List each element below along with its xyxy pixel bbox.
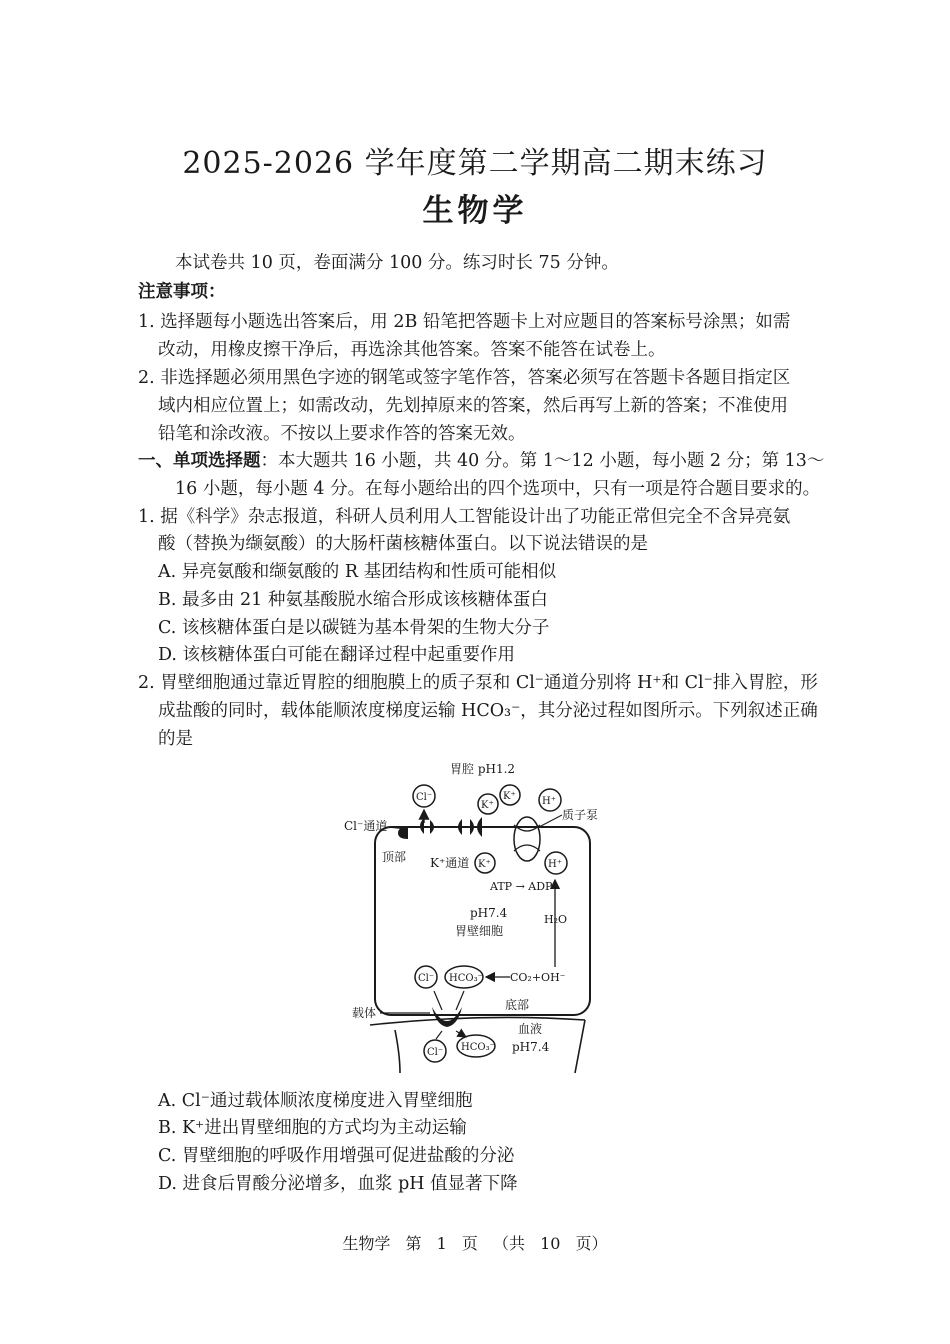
q2-option-a: A. Cl⁻通过载体顺浓度梯度进入胃壁细胞 bbox=[158, 1091, 473, 1111]
k-channel-label: K⁺通道 bbox=[430, 856, 470, 870]
section-desc-cont: 16 小题，每小题 4 分。在每小题给出的四个选项中，只有一项是符合题目要求的。 bbox=[175, 479, 821, 499]
exam-title: 2025-2026 学年度第二学期高二期末练习 bbox=[182, 146, 768, 181]
basal-label: 底部 bbox=[505, 998, 530, 1012]
proton-pump-label: 质子泵 bbox=[562, 808, 599, 822]
carrier-label: 载体 bbox=[352, 1006, 377, 1020]
proton-pump bbox=[514, 817, 540, 861]
notice-item-2-cont: 域内相应位置上；如需改动，先划掉原来的答案，然后再写上新的答案；不准使用 bbox=[158, 396, 788, 416]
q2-option-c: C. 胃壁细胞的呼吸作用增强可促进盐酸的分泌 bbox=[158, 1146, 515, 1166]
q2-option-b: B. K⁺进出胃壁细胞的方式均为主动运输 bbox=[158, 1118, 467, 1138]
q2-option-d: D. 进食后胃酸分泌增多，血浆 pH 值显著下降 bbox=[158, 1174, 518, 1194]
blood-ph-label: pH7.4 bbox=[512, 1040, 550, 1054]
co2-oh-label: CO₂+OH⁻ bbox=[510, 971, 566, 984]
blood-label: 血液 bbox=[518, 1022, 543, 1036]
q1-option-b: B. 最多由 21 种氨基酸脱水缩合形成该核糖体蛋白 bbox=[158, 590, 548, 610]
section-title: 一、单项选择题 bbox=[138, 451, 261, 471]
q1-stem-cont: 酸（替换为缬氨酸）的大肠杆菌核糖体蛋白。以下说法错误的是 bbox=[158, 534, 648, 554]
q2-stem: 2. 胃壁细胞通过靠近胃腔的细胞膜上的质子泵和 Cl⁻通道分别将 H⁺和 Cl⁻排入胃腔，形 bbox=[138, 673, 818, 693]
notice-heading: 注意事项： bbox=[138, 282, 226, 302]
cell-name-label: 胃壁细胞 bbox=[455, 924, 504, 938]
lumen-label: 胃腔 pH1.2 bbox=[450, 762, 516, 776]
q1-stem: 1. 据《科学》杂志报道，科研人员利用人工智能设计出了功能正常但完全不含异亮氨 bbox=[138, 507, 791, 527]
notice-item-2: 2. 非选择题必须用黑色字迹的钢笔或签字笔作答，答案必须写在答题卡各题目指定区 bbox=[138, 368, 791, 388]
q1-option-d: D. 该核糖体蛋白可能在翻译过程中起重要作用 bbox=[158, 645, 516, 665]
atp-adp-label: ATP → ADP bbox=[490, 880, 553, 893]
q1-option-a: A. 异亮氨酸和缬氨酸的 R 基团结构和性质可能相似 bbox=[158, 562, 557, 582]
q1-option-c: C. 该核糖体蛋白是以碳链为基本骨架的生物大分子 bbox=[158, 618, 550, 638]
apical-label: 顶部 bbox=[382, 850, 407, 864]
cell-ph-label: pH7.4 bbox=[470, 906, 508, 920]
parietal-cell-diagram bbox=[330, 755, 630, 1075]
notice-item-1-cont: 改动，用橡皮擦干净后，再选涂其他答案。答案不能答在试卷上。 bbox=[158, 340, 666, 360]
carrier-protein bbox=[432, 1007, 462, 1027]
svg-text:K⁺: K⁺ bbox=[503, 791, 516, 802]
intro-text: 本试卷共 10 页，卷面满分 100 分。练习时长 75 分钟。 bbox=[175, 253, 619, 273]
k-channel bbox=[458, 819, 462, 835]
cl-channel-label: Cl⁻通道 bbox=[344, 819, 388, 833]
svg-text:Cl⁻: Cl⁻ bbox=[416, 792, 433, 803]
svg-text:HCO₃⁻: HCO₃⁻ bbox=[461, 1042, 495, 1053]
svg-text:K⁺: K⁺ bbox=[481, 800, 494, 811]
section-heading bbox=[138, 449, 824, 473]
q2-stem-cont: 成盐酸的同时，载体能顺浓度梯度运输 HCO₃⁻，其分泌过程如图所示。下列叙述正确 bbox=[158, 701, 818, 721]
q2-stem-cont2: 的是 bbox=[158, 729, 193, 749]
svg-text:Cl⁻: Cl⁻ bbox=[427, 1047, 444, 1058]
notice-item-2-cont2: 铅笔和涂改液。不按以上要求作答的答案无效。 bbox=[158, 424, 526, 444]
svg-text:H⁺: H⁺ bbox=[542, 796, 556, 807]
page-footer: 生物学 第 1 页 （共 10 页） bbox=[342, 1234, 608, 1253]
exam-subject: 生物学 bbox=[422, 193, 528, 229]
svg-text:HCO₃⁻: HCO₃⁻ bbox=[449, 973, 483, 984]
section-desc: ：本大题共 16 小题，共 40 分。第 1～12 小题，每小题 2 分；第 13～ bbox=[260, 451, 825, 471]
svg-text:H⁺: H⁺ bbox=[548, 859, 562, 870]
svg-text:Cl⁻: Cl⁻ bbox=[418, 973, 435, 984]
svg-text:K⁺: K⁺ bbox=[478, 859, 491, 870]
h2o-label: H₂O bbox=[544, 913, 568, 926]
notice-item-1: 1. 选择题每小题选出答案后，用 2B 铅笔把答题卡上对应题目的答案标号涂黑；如需 bbox=[138, 312, 791, 332]
